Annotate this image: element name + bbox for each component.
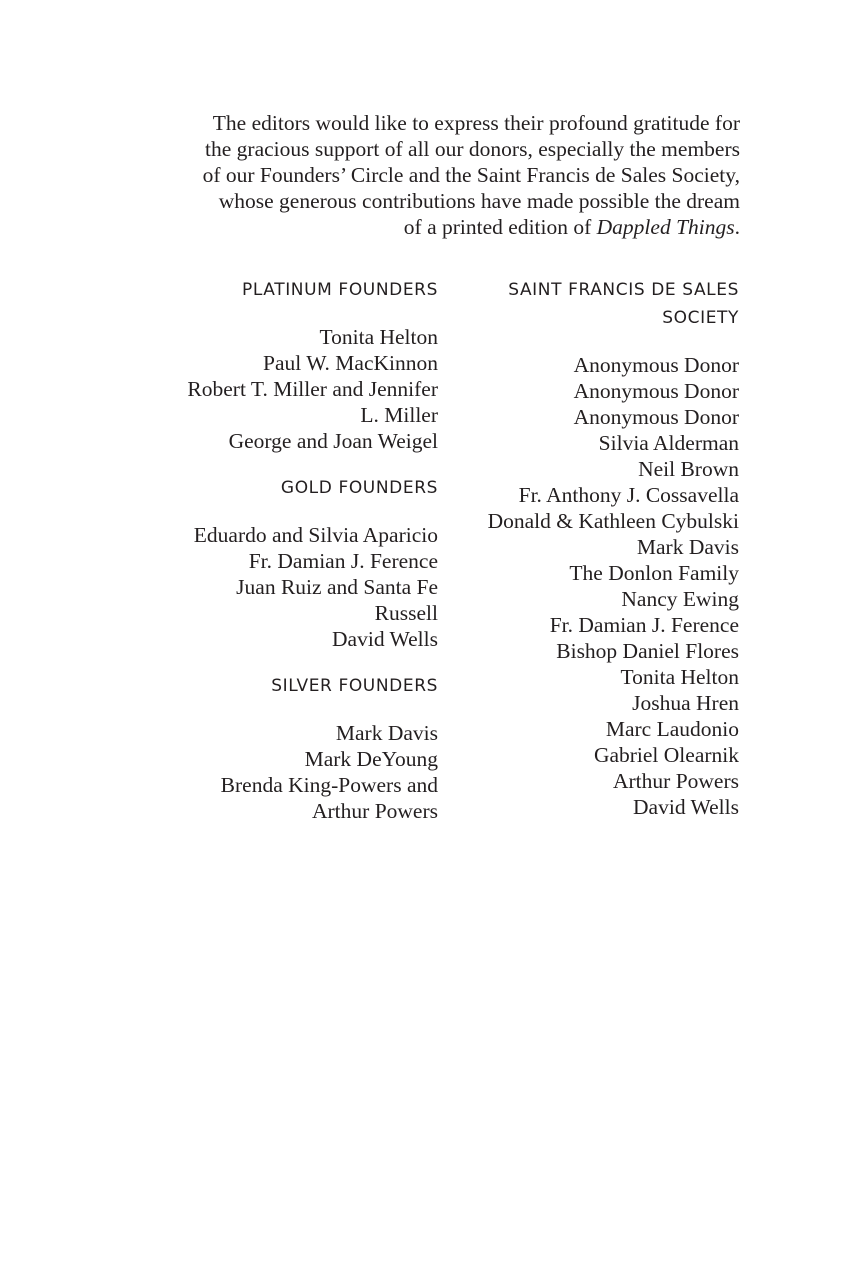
donor-list [440, 352, 739, 820]
intro-line: The editors would like to express their profound gratitude for [212, 111, 740, 135]
donor-name: Nancy Ewing [621, 587, 739, 611]
publication-title: Dappled Things [596, 215, 735, 239]
donor-group [440, 276, 739, 820]
donor-name: Fr. Damian J. Ference [248, 549, 438, 573]
donor-name: The Donlon Family [569, 561, 739, 585]
donor-name: Paul W. MacKinnon [263, 351, 438, 375]
heading-line: SOCIETY [662, 308, 739, 328]
donor-group [140, 276, 438, 454]
heading-line: SAINT FRANCIS DE SALES [508, 280, 739, 300]
donor-list [140, 720, 438, 824]
donor-name: Tonita Helton [620, 665, 739, 689]
donor-group [140, 474, 438, 652]
donor-name: Mark Davis [636, 535, 739, 559]
donor-name: Russell [374, 601, 438, 625]
intro-last-suffix: . [734, 215, 740, 239]
donor-name: Silvia Alderman [598, 431, 739, 455]
left-column [140, 276, 438, 824]
donor-name: Arthur Powers [312, 799, 438, 823]
donor-name: David Wells [332, 627, 438, 651]
donor-group-heading [140, 672, 438, 700]
intro-last-line [140, 214, 740, 240]
intro-line: whose generous contributions have made possible the dream [218, 189, 740, 213]
donor-list [140, 324, 438, 454]
donor-name: Anonymous Donor [573, 405, 739, 429]
donor-group-heading [140, 276, 438, 304]
heading-line: SILVER FOUNDERS [271, 676, 438, 696]
donor-name: Mark Davis [335, 721, 438, 745]
heading-line: GOLD FOUNDERS [280, 478, 438, 498]
donor-name: Marc Laudonio [605, 717, 739, 741]
right-column [440, 276, 739, 820]
donor-name: Juan Ruiz and Santa Fe [236, 575, 438, 599]
donor-name: Mark DeYoung [304, 747, 438, 771]
donor-name: George and Joan Weigel [228, 429, 438, 453]
donor-name: Neil Brown [638, 457, 739, 481]
intro-line: the gracious support of all our donors, especially the members [205, 137, 740, 161]
donor-name: Robert T. Miller and Jennifer [187, 377, 438, 401]
donor-name: Joshua Hren [632, 691, 739, 715]
intro-paragraph [140, 110, 740, 240]
donor-name: Arthur Powers [613, 769, 739, 793]
donor-name: Brenda King-Powers and [220, 773, 438, 797]
donor-group-heading [140, 474, 438, 502]
donor-name: Fr. Anthony J. Cossavella [518, 483, 739, 507]
donor-name: Anonymous Donor [573, 379, 739, 403]
donor-list [140, 522, 438, 652]
donor-name: Fr. Damian J. Ference [549, 613, 739, 637]
donor-name: David Wells [633, 795, 739, 819]
donor-group [140, 672, 438, 824]
heading-line: PLATINUM FOUNDERS [241, 280, 438, 300]
intro-line: of our Founders’ Circle and the Saint Francis de Sales Society, [202, 163, 740, 187]
donor-group-heading [440, 276, 739, 332]
donor-name: L. Miller [360, 403, 438, 427]
donor-name: Gabriel Olearnik [593, 743, 739, 767]
donor-name: Donald & Kathleen Cybulski [487, 509, 739, 533]
donor-name: Bishop Daniel Flores [556, 639, 739, 663]
intro-last-prefix: of a printed edition of [403, 215, 597, 239]
donor-name: Eduardo and Silvia Aparicio [193, 523, 438, 547]
donor-name: Anonymous Donor [573, 353, 739, 377]
donor-name: Tonita Helton [319, 325, 438, 349]
